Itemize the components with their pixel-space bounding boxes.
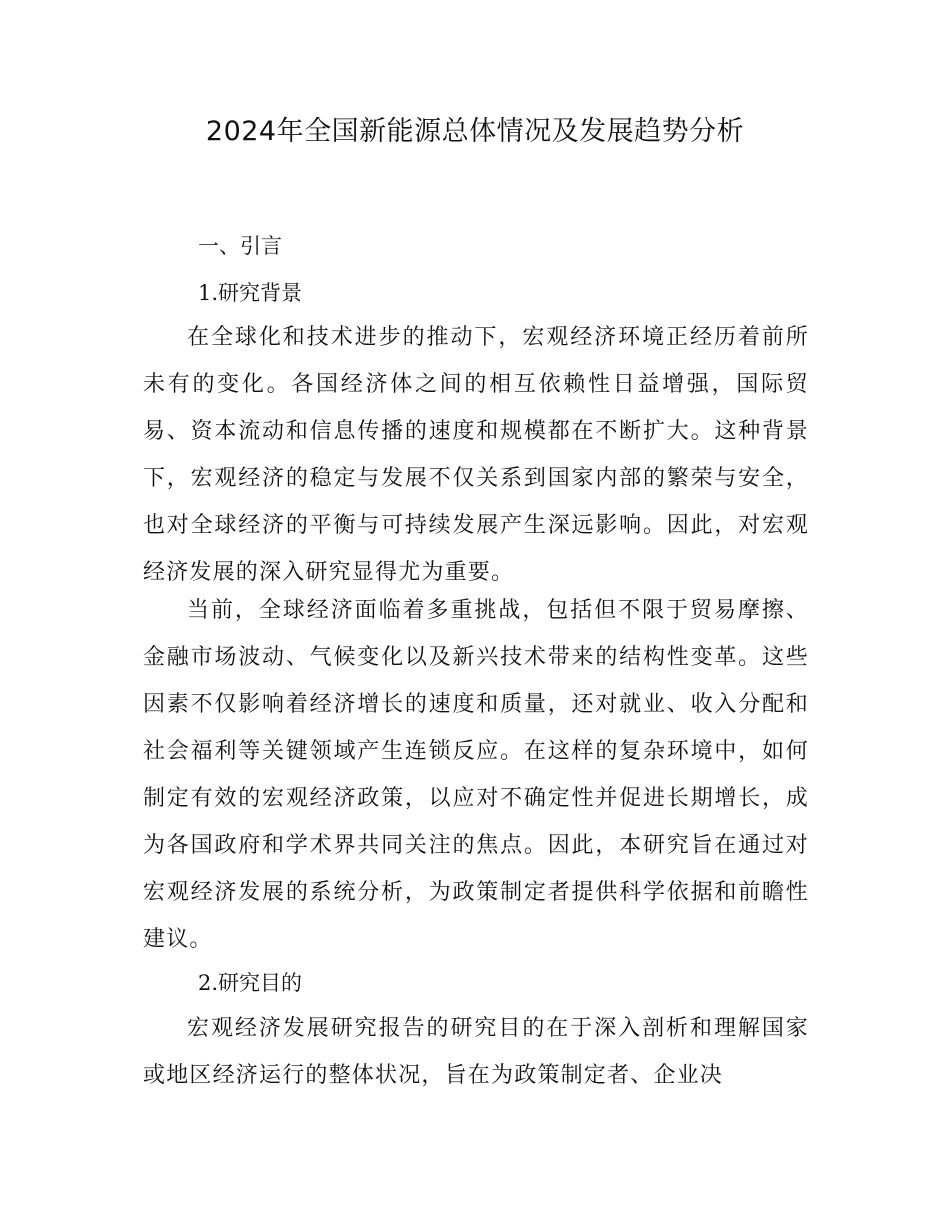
paragraph-purpose-1: 宏观经济发展研究报告的研究目的在于深入剖析和理解国家或地区经济运行的整体状况，旨在为政策制定者、企业决 xyxy=(143,1016,809,1088)
subsection-heading-research-background: 1.研究背景 xyxy=(198,281,303,305)
document-title: 2024年全国新能源总体情况及发展趋势分析 xyxy=(205,116,745,147)
subsection-heading-research-purpose: 2.研究目的 xyxy=(198,971,303,995)
section-heading-introduction: 一、引言 xyxy=(198,234,282,258)
paragraph-background-1: 在全球化和技术进步的推动下，宏观经济环境正经历着前所未有的变化。各国经济体之间的相互依赖性日益增强，国际贸易、资本流动和信息传播的速度和规模都在不断扩大。这种背景下，宏观经济的稳定与发展不仅关系到国家内部的繁荣与安全，也对全球经济的平衡与可持续发展产生深远影响。因此，对宏观经济发展的深入研究显得尤为重要。 xyxy=(143,325,809,585)
paragraph-background-2: 当前，全球经济面临着多重挑战，包括但不限于贸易摩擦、金融市场波动、气候变化以及新兴技术带来的结构性变革。这些因素不仅影响着经济增长的速度和质量，还对就业、收入分配和社会福利等关键领域产生连锁反应。在这样的复杂环境中，如何制定有效的宏观经济政策，以应对不确定性并促进长期增长，成为各国政府和学术界共同关注的焦点。因此，本研究旨在通过对宏观经济发展的系统分析，为政策制定者提供科学依据和前瞻性建议。 xyxy=(143,598,809,952)
